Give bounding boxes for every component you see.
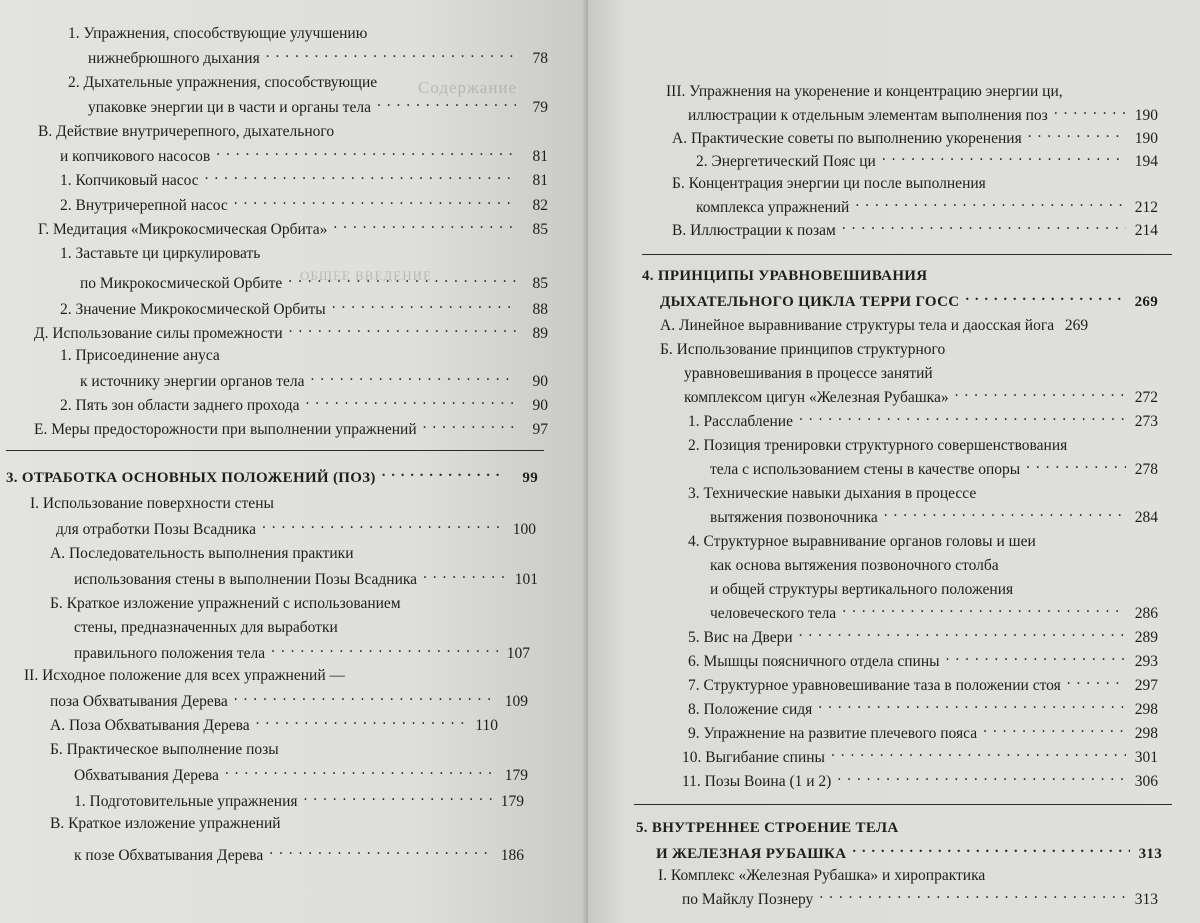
toc-entry: нижнебрюшного дыхания . . . 78 <box>88 49 548 69</box>
toc-entry: вытяжения позвоночника . . . 284 <box>710 508 1158 528</box>
toc-entry: правильного положения тела . . . 107 <box>74 644 530 664</box>
toc-entry: 1. Подготовительные упражнения . . . 179 <box>74 792 524 812</box>
toc-entry: А. Линейное выравнивание структуры тела и даосская йога 269 <box>660 317 1089 334</box>
toc-entry: к позе Обхватывания Дерева . . . 186 <box>74 846 524 866</box>
bleed-through-intro: ОБЩЕЕ ВВЕДЕНИЕ <box>300 268 432 283</box>
toc-entry: Обхватывания Дерева . . . 179 <box>74 766 528 786</box>
toc-entry: II. Исходное положение для всех упражнений — <box>24 667 345 684</box>
toc-entry: тела с использованием стены в качестве опоры . . . 278 <box>710 460 1158 480</box>
chapter-heading: 5. ВНУТРЕННЕЕ СТРОЕНИЕ ТЕЛА <box>636 820 899 836</box>
toc-entry: комплексом цигун «Железная Рубашка» . . . 272 <box>684 388 1158 408</box>
toc-entry: как основа вытяжения позвоночного столба <box>710 557 999 574</box>
toc-entry: III. Упражнения на укоренение и концентрацию энергии ци, <box>666 83 1063 100</box>
toc-entry: иллюстрации к отдельным элементам выполнения поз . . . 190 <box>688 106 1158 126</box>
toc-entry: Б. Использование принципов структурного <box>660 341 946 358</box>
toc-entry: к источнику энергии органов тела . . . 90 <box>80 372 548 392</box>
chapter-heading: И ЖЕЛЕЗНАЯ РУБАШКА . . . 313 <box>656 844 1162 864</box>
toc-entry: А. Практические советы по выполнению укоренения . . . 190 <box>672 129 1158 149</box>
toc-entry: 8. Положение сидя . . . 298 <box>688 700 1158 720</box>
toc-entry: и копчикового насосов . . . 81 <box>60 147 548 167</box>
toc-entry: по Микрокосмической Орбите . . . 85 <box>80 274 548 294</box>
toc-entry: 9. Упражнение на развитие плечевого пояса . . . 298 <box>688 724 1158 744</box>
toc-entry: 11. Позы Воина (1 и 2) . . . 306 <box>682 772 1158 792</box>
toc-entry: и общей структуры вертикального положения <box>710 581 1014 598</box>
toc-entry: Б. Практическое выполнение позы <box>50 741 279 758</box>
toc-entry: по Майклу Познеру . . . 313 <box>682 890 1158 910</box>
section-divider <box>6 450 544 451</box>
toc-entry: Е. Меры предосторожности при выполнении упражнений . . . 97 <box>34 420 548 440</box>
toc-entry: 5. Вис на Двери . . . 289 <box>688 628 1158 648</box>
toc-entry: 10. Выгибание спины . . . 301 <box>682 748 1158 768</box>
toc-entry: 2. Внутричерепной насос . . . 82 <box>60 196 548 216</box>
toc-entry: В. Иллюстрации к позам . . . 214 <box>672 221 1158 241</box>
toc-entry: В. Действие внутричерепного, дыхательного <box>38 123 335 140</box>
toc-entry: А. Последовательность выполнения практики <box>50 545 354 562</box>
toc-entry: 3. Технические навыки дыхания в процессе <box>688 485 977 502</box>
section-divider <box>634 804 1172 805</box>
toc-entry: 2. Пять зон области заднего прохода . . . 90 <box>60 396 548 416</box>
toc-entry: упаковке энергии ци в части и органы тела . . . 79 <box>88 98 548 118</box>
toc-entry: Г. Медитация «Микрокосмическая Орбита» . . . 85 <box>38 220 548 240</box>
toc-entry: I. Использование поверхности стены <box>30 495 274 512</box>
toc-entry: человеческого тела . . . 286 <box>710 604 1158 624</box>
toc-entry: I. Комплекс «Железная Рубашка» и хиропрактика <box>658 867 986 884</box>
toc-entry: 4. Структурное выравнивание органов головы и шеи <box>688 533 1036 550</box>
chapter-heading: ДЫХАТЕЛЬНОГО ЦИКЛА ТЕРРИ ГОСС . . . 269 <box>660 292 1158 312</box>
toc-entry: В. Краткое изложение упражнений <box>50 815 281 832</box>
toc-entry: Б. Краткое изложение упражнений с использованием <box>50 595 401 612</box>
toc-entry: 1. Копчиковый насос . . . 81 <box>60 171 548 191</box>
toc-entry: для отработки Позы Всадника . . . 100 <box>56 520 536 540</box>
toc-entry: А. Поза Обхватывания Дерева . . . 110 <box>50 716 498 736</box>
toc-entry: комплекса упражнений . . . 212 <box>696 198 1158 218</box>
toc-entry: использования стены в выполнении Позы Всадника . . . 101 <box>74 570 538 590</box>
toc-entry: поза Обхватывания Дерева . . . 109 <box>50 692 528 712</box>
toc-entry: уравновешивания в процессе занятий <box>684 365 933 382</box>
chapter-heading: 3. ОТРАБОТКА ОСНОВНЫХ ПОЛОЖЕНИЙ (ПОЗ) . . . 99 <box>6 468 538 488</box>
right-page <box>588 0 1200 923</box>
toc-entry: 2. Значение Микрокосмической Орбиты . . . 88 <box>60 300 548 320</box>
toc-entry: 2. Дыхательные упражнения, способствующие <box>68 74 378 91</box>
toc-entry: 1. Расслабление . . . 273 <box>688 412 1158 432</box>
toc-entry: 6. Мышцы поясничного отдела спины . . . 293 <box>688 652 1158 672</box>
toc-entry: стены, предназначенных для выработки <box>74 619 338 636</box>
toc-entry: Д. Использование силы промежности . . . 89 <box>34 324 548 344</box>
toc-entry: 1. Присоединение ануса <box>60 347 220 364</box>
toc-entry: Б. Концентрация энергии ци после выполнения <box>672 175 986 192</box>
left-page <box>0 0 588 923</box>
chapter-heading: 4. ПРИНЦИПЫ УРАВНОВЕШИВАНИЯ <box>642 268 928 284</box>
section-divider <box>642 254 1172 255</box>
toc-entry: 1. Заставьте ци циркулировать <box>60 245 261 262</box>
toc-entry: 2. Энергетический Пояс ци . . . 194 <box>696 152 1158 172</box>
toc-entry: 1. Упражнения, способствующие улучшению <box>68 25 368 42</box>
toc-entry: 7. Структурное уравновешивание таза в положении стоя . . . 297 <box>688 676 1158 696</box>
toc-entry: 2. Позиция тренировки структурного совершенствования <box>688 437 1068 454</box>
bleed-through-heading: Содержание <box>418 78 518 97</box>
